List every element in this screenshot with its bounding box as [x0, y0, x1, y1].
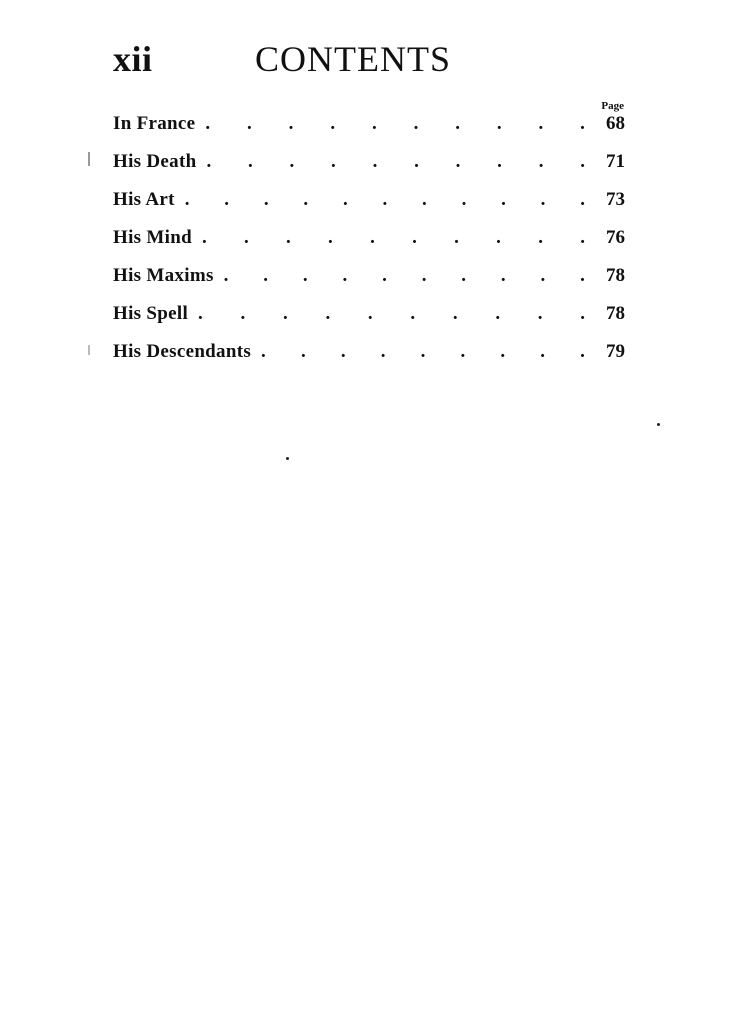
leader-dot: . [240, 303, 246, 324]
leader-dot: . [461, 265, 467, 286]
leader-dot: . [460, 341, 466, 362]
leader-dot: . [461, 189, 467, 210]
leader-dot: . [454, 227, 459, 248]
leader-dot: . [420, 341, 426, 362]
toc-entry-page: 76 [606, 227, 625, 248]
leader-dot: . [580, 151, 585, 172]
toc-entry [113, 151, 625, 189]
table-of-contents [113, 113, 625, 379]
leader-dot: . [455, 113, 460, 134]
toc-entry-title: His Descendants [113, 341, 252, 362]
leader-dot: . [452, 303, 458, 324]
margin-mark [88, 345, 90, 355]
leader-dot: . [414, 151, 419, 172]
leader-dot: . [497, 151, 502, 172]
leader-dot: . [413, 113, 419, 134]
leader-dot: . [538, 113, 544, 134]
leader-dot: . [370, 227, 375, 248]
leader-dot: . [496, 227, 501, 248]
leader-dot: . [580, 265, 585, 286]
leader-dot: . [282, 303, 288, 324]
leader-dot: . [201, 227, 207, 248]
leader-dot: . [580, 303, 585, 324]
dot-leader [195, 113, 599, 135]
leader-dot: . [302, 265, 308, 286]
leader-dot: . [538, 227, 543, 248]
toc-entry-page: 73 [606, 189, 625, 210]
leader-dot: . [537, 303, 543, 324]
toc-entry-title: His Spell [113, 303, 189, 324]
print-speck [286, 457, 289, 460]
page-title: CONTENTS [255, 39, 451, 79]
dot-leader [214, 265, 599, 287]
toc-entry-title: His Mind [113, 227, 192, 248]
leader-dot: . [380, 341, 386, 362]
leader-dot: . [540, 341, 546, 362]
leader-dot: . [300, 341, 306, 362]
leader-dot: . [342, 189, 348, 210]
leader-dot: . [538, 151, 544, 172]
leader-dot: . [263, 265, 268, 286]
toc-entry [113, 189, 625, 227]
leader-dot: . [340, 341, 346, 362]
leader-dot: . [328, 227, 333, 248]
leader-dot: . [421, 265, 427, 286]
margin-mark [88, 152, 90, 166]
toc-entry [113, 265, 625, 303]
leader-dot: . [372, 151, 378, 172]
toc-entry [113, 341, 625, 379]
toc-entry-page: 68 [606, 113, 625, 134]
leader-dot: . [303, 189, 309, 210]
toc-entry-page: 79 [606, 341, 625, 362]
leader-dot: . [330, 113, 336, 134]
leader-dot: . [500, 341, 506, 362]
leader-dot: . [371, 113, 377, 134]
leader-dot: . [367, 303, 373, 324]
leader-dot: . [496, 113, 502, 134]
leader-dot: . [495, 303, 501, 324]
leader-dot: . [223, 265, 229, 286]
dot-leader [188, 303, 599, 325]
leader-dot: . [325, 303, 331, 324]
leader-dot: . [382, 189, 388, 210]
leader-dot: . [412, 227, 417, 248]
leader-dot: . [184, 189, 190, 210]
leader-dot: . [500, 265, 506, 286]
toc-entry-title: In France [113, 113, 196, 134]
leader-dot: . [580, 113, 585, 134]
leader-dot: . [455, 151, 461, 172]
leader-dot: . [342, 265, 348, 286]
leader-dot: . [580, 227, 585, 248]
toc-entry-page: 78 [606, 265, 625, 286]
toc-entry-title: His Death [113, 151, 197, 172]
leader-dot: . [224, 189, 230, 210]
leader-dot: . [501, 189, 506, 210]
toc-entry [113, 227, 625, 265]
leader-dot: . [206, 151, 212, 172]
leader-dot: . [331, 151, 336, 172]
leader-dot: . [580, 189, 585, 210]
page-column-label: Page [601, 100, 624, 112]
leader-dot: . [540, 189, 546, 210]
print-speck [657, 423, 660, 426]
toc-entry [113, 303, 625, 341]
leader-dot: . [540, 265, 546, 286]
dot-leader [192, 227, 599, 249]
dot-leader [175, 189, 599, 211]
toc-entry [113, 113, 625, 151]
toc-entry-title: His Maxims [113, 265, 214, 286]
leader-dot: . [247, 113, 252, 134]
toc-entry-page: 71 [606, 151, 625, 172]
leader-dot: . [263, 189, 269, 210]
leader-dot: . [198, 303, 203, 324]
leader-dot: . [288, 113, 294, 134]
leader-dot: . [247, 151, 253, 172]
leader-dot: . [243, 227, 249, 248]
leader-dot: . [382, 265, 387, 286]
page-number: xii [113, 39, 153, 79]
leader-dot: . [289, 151, 295, 172]
toc-entry-page: 78 [606, 303, 625, 324]
leader-dot: . [205, 113, 211, 134]
leader-dot: . [580, 341, 585, 362]
dot-leader [196, 151, 599, 173]
leader-dot: . [410, 303, 416, 324]
leader-dot: . [422, 189, 427, 210]
toc-entry-title: His Art [113, 189, 175, 210]
leader-dot: . [261, 341, 266, 362]
dot-leader [251, 341, 599, 363]
leader-dot: . [286, 227, 291, 248]
